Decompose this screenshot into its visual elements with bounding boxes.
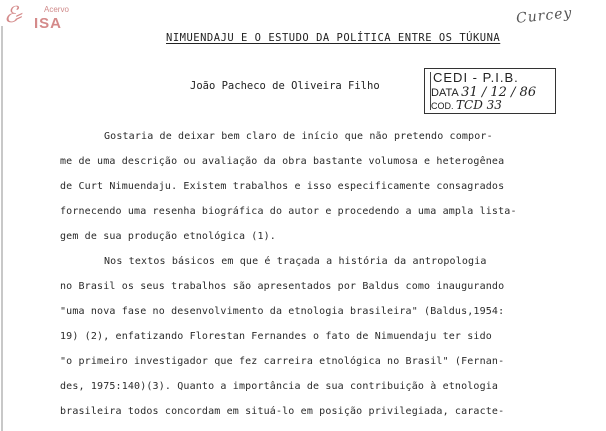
- paragraph-1-line-5: gem de sua produção etnológica (1).: [60, 231, 276, 242]
- stamp-institution: CEDI - P.I.B.: [433, 70, 519, 85]
- paragraph-2-line-3: "uma nova fase no desenvolvimento da etnologia brasileira" (Baldus,1954:: [60, 306, 505, 317]
- stamp-date-value: 31 / 12 / 86: [461, 85, 537, 100]
- stamp-date-label: DATA: [431, 87, 459, 99]
- paragraph-2-line-6: des, 1975:140)(3). Quanto a importância de sua contribuição à etnologia: [60, 381, 499, 392]
- paragraph-2-line-4: 19) (2), enfatizando Florestan Fernandes o fato de Nimuendaju ter sido: [60, 331, 492, 342]
- stamp-code-label: COD.: [431, 101, 454, 111]
- document-title: NIMUENDAJU E O ESTUDO DA POLÍTICA ENTRE OS TÚKUNA: [166, 32, 501, 44]
- handwritten-note: Curcey: [515, 5, 574, 27]
- logo-acervo-text: Acervo: [44, 5, 69, 14]
- stamp-code-row: [431, 98, 502, 112]
- paragraph-2-line-2: no Brasil os seus trabalhos são apresentados por Baldus como inaugurando: [60, 281, 505, 292]
- paragraph-1-line-4: fornecendo uma resenha biográfica do autor e procedendo a uma ampla lista-: [60, 206, 517, 217]
- paragraph-1-line-1: Gostaria de deixar bem claro de início que não pretendo compor-: [104, 131, 493, 142]
- logo-mark: ℰ⸗: [4, 3, 21, 28]
- scan-edge-shadow: [1, 26, 3, 431]
- document-author: João Pacheco de Oliveira Filho: [190, 80, 380, 92]
- paragraph-2-line-7: brasileira todos concordam em situá-lo em posição privilegiada, caracte-: [60, 406, 505, 417]
- archive-stamp: [424, 68, 556, 114]
- acervo-isa-logo: [4, 3, 78, 33]
- paragraph-1-line-3: de Curt Nimuendaju. Existem trabalhos e isso especificamente consagrados: [60, 181, 505, 192]
- stamp-code-value: TCD 33: [456, 98, 502, 112]
- logo-isa-text: ISA: [34, 15, 63, 32]
- paragraph-2-line-1: Nos textos básicos em que é traçada a história da antropologia: [104, 256, 487, 267]
- paragraph-1-line-2: me de uma descrição ou avaliação da obra bastante volumosa e heterogênea: [60, 156, 505, 167]
- paragraph-2-line-5: "o primeiro investigador que fez carreira etnológica no Brasil" (Fernan-: [60, 356, 505, 367]
